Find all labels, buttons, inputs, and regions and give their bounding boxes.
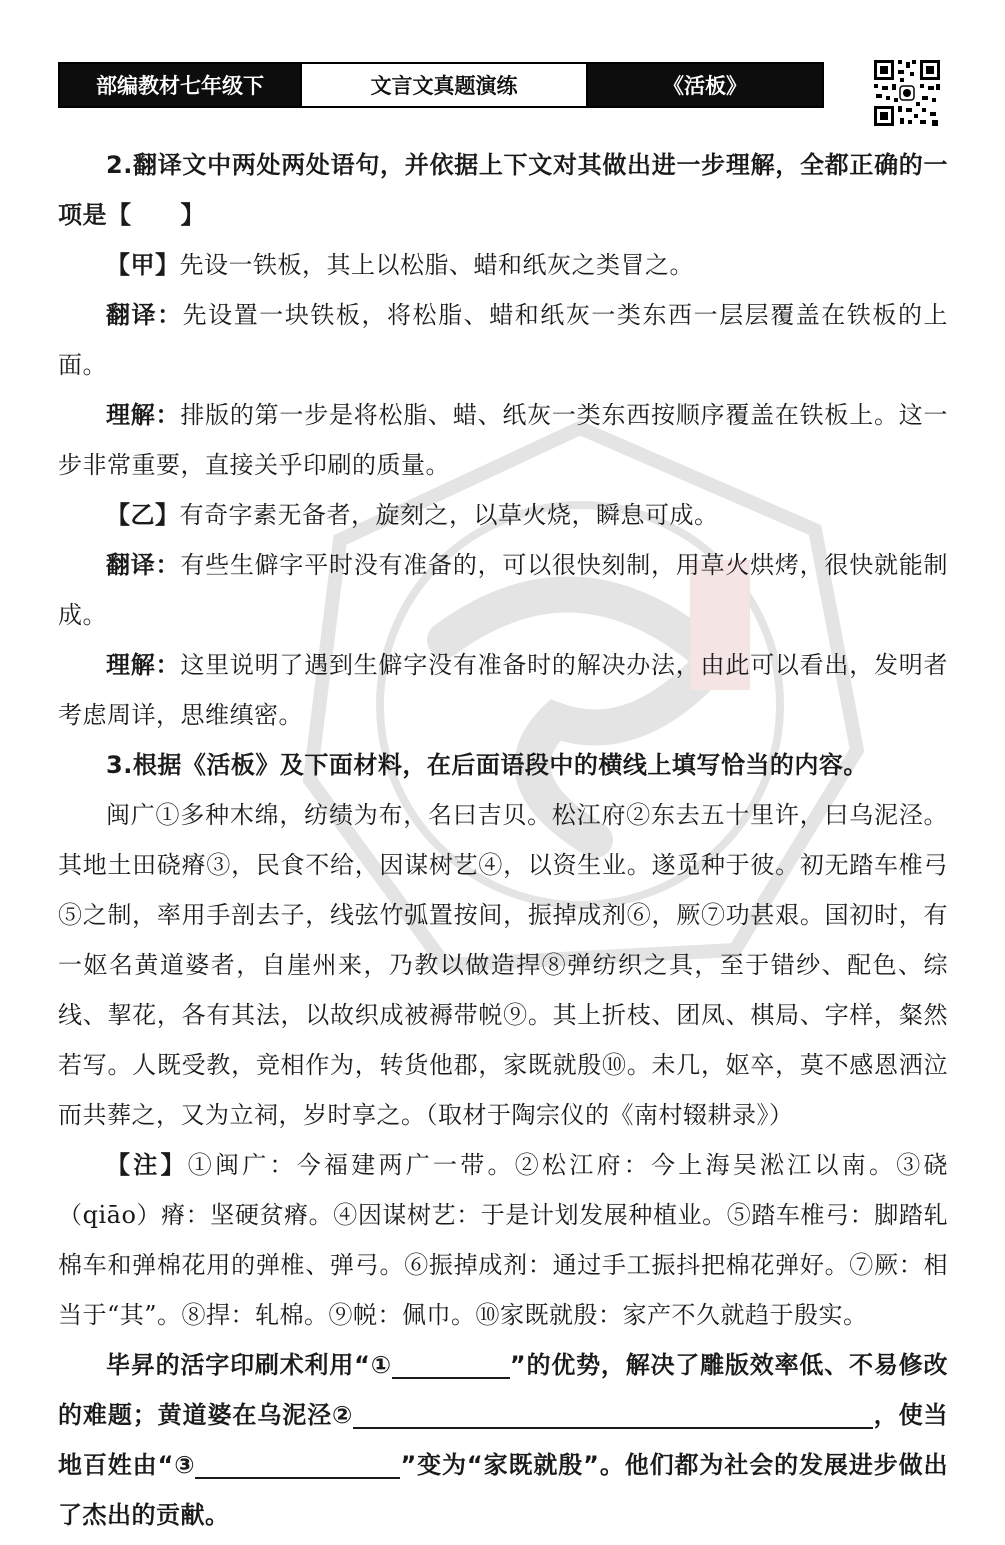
grade-label: 部编教材七年级下 bbox=[60, 64, 300, 106]
fill-text-b: ”的优势，解决了雕版效率低、不易修改的难题；黄道婆在乌泥泾② bbox=[58, 1351, 948, 1429]
option-jia-understanding bbox=[58, 390, 948, 490]
translation-label: 翻译： bbox=[106, 551, 181, 579]
page-content bbox=[58, 140, 948, 1540]
question-3-stem: 3.根据《活板》及下面材料，在后面语段中的横线上填写恰当的内容。 bbox=[106, 751, 868, 779]
understanding-label: 理解： bbox=[106, 401, 181, 429]
notes-tag: 【注】 bbox=[106, 1150, 188, 1179]
notes-text: ①闽广：今福建两广一带。②松江府：今上海吴淞江以南。③硗（qiāo）瘠：坚硬贫瘠。④因谋树艺：于是计划发展种植业。⑤踏车椎弓：脚踏轧棉车和弹棉花用的弹椎、弹弓。⑥振掉成剂：通过手工振抖把棉花弹好。⑦厥：相当于“其”。⑧捍：轧棉。⑨帨：佩巾。⑩家既就殷：家产不久就趋于殷实。 bbox=[58, 1151, 948, 1329]
translation-text: 有些生僻字平时没有准备的，可以很快刻制，用草火烘烤，很快就能制成。 bbox=[58, 551, 949, 629]
blank-3-input[interactable] bbox=[195, 1447, 400, 1479]
passage-notes bbox=[58, 1140, 948, 1340]
option-jia-tag: 【甲】 bbox=[106, 250, 180, 279]
option-jia-text: 先设一铁板，其上以松脂、蜡和纸灰之类冒之。 bbox=[179, 251, 694, 279]
blank-1-input[interactable] bbox=[392, 1347, 510, 1379]
page-header bbox=[58, 62, 824, 108]
blank-2-input[interactable] bbox=[353, 1397, 873, 1429]
understanding-label: 理解： bbox=[106, 651, 181, 679]
translation-text: 先设置一块铁板，将松脂、蜡和纸灰一类东西一层层覆盖在铁板的上面。 bbox=[58, 301, 948, 379]
translation-label: 翻译： bbox=[106, 301, 183, 329]
fill-in-paragraph bbox=[58, 1340, 948, 1540]
option-jia-translation bbox=[58, 290, 948, 390]
option-yi-understanding bbox=[58, 640, 948, 740]
option-jia bbox=[58, 240, 948, 290]
question-2-stem: 2.翻译文中两处两处语句，并依据上下文对其做出进一步理解，全都正确的一项是【 】 bbox=[58, 151, 948, 229]
qr-code-icon bbox=[872, 58, 942, 128]
fill-text-a: 毕昇的活字印刷术利用“① bbox=[106, 1351, 392, 1379]
understanding-text: 这里说明了遇到生僻字没有准备时的解决办法，由此可以看出，发明者考虑周详，思维缜密。 bbox=[58, 651, 949, 729]
option-yi-text: 有奇字素无备者，旋刻之，以草火烧，瞬息可成。 bbox=[179, 501, 719, 529]
option-yi-translation bbox=[58, 540, 948, 640]
section-title: 文言文真题演练 bbox=[300, 64, 588, 106]
reading-passage: 闽广①多种木绵，纺绩为布，名曰吉贝。松江府②东去五十里许，曰乌泥泾。其地土田硗瘠③，民食不给，因谋树艺④，以资生业。遂觅种于彼。初无踏车椎弓⑤之制，率用手剖去子，线弦竹弧置按间，振掉成剂⑥，厥⑦功甚艰。国初时，有一妪名黄道婆者，自崖州来，乃教以做造捍⑧弹纺织之具，至于错纱、配色、综线、挈花，各有其法，以故织成被褥带帨⑨。其上折枝、团凤、棋局、字样，粲然若写。人既受教，竞相作为，转货他郡，家既就殷⑩。未几，妪卒，莫不感恩洒泣而共葬之，又为立祠，岁时享之。（取材于陶宗仪的《南村辍耕录》） bbox=[58, 801, 948, 1129]
fill-text-c: ，使当地百姓由“③ bbox=[58, 1401, 948, 1479]
understanding-text: 排版的第一步是将松脂、蜡、纸灰一类东西按顺序覆盖在铁板上。这一步非常重要，直接关乎印刷的质量。 bbox=[58, 401, 949, 479]
option-yi-tag: 【乙】 bbox=[106, 500, 180, 529]
fill-text-d: ”变为“家既就殷”。他们都为社会的发展进步做出了杰出的贡献。 bbox=[58, 1451, 948, 1529]
option-yi bbox=[58, 490, 948, 540]
lesson-title: 《活板》 bbox=[588, 64, 822, 106]
